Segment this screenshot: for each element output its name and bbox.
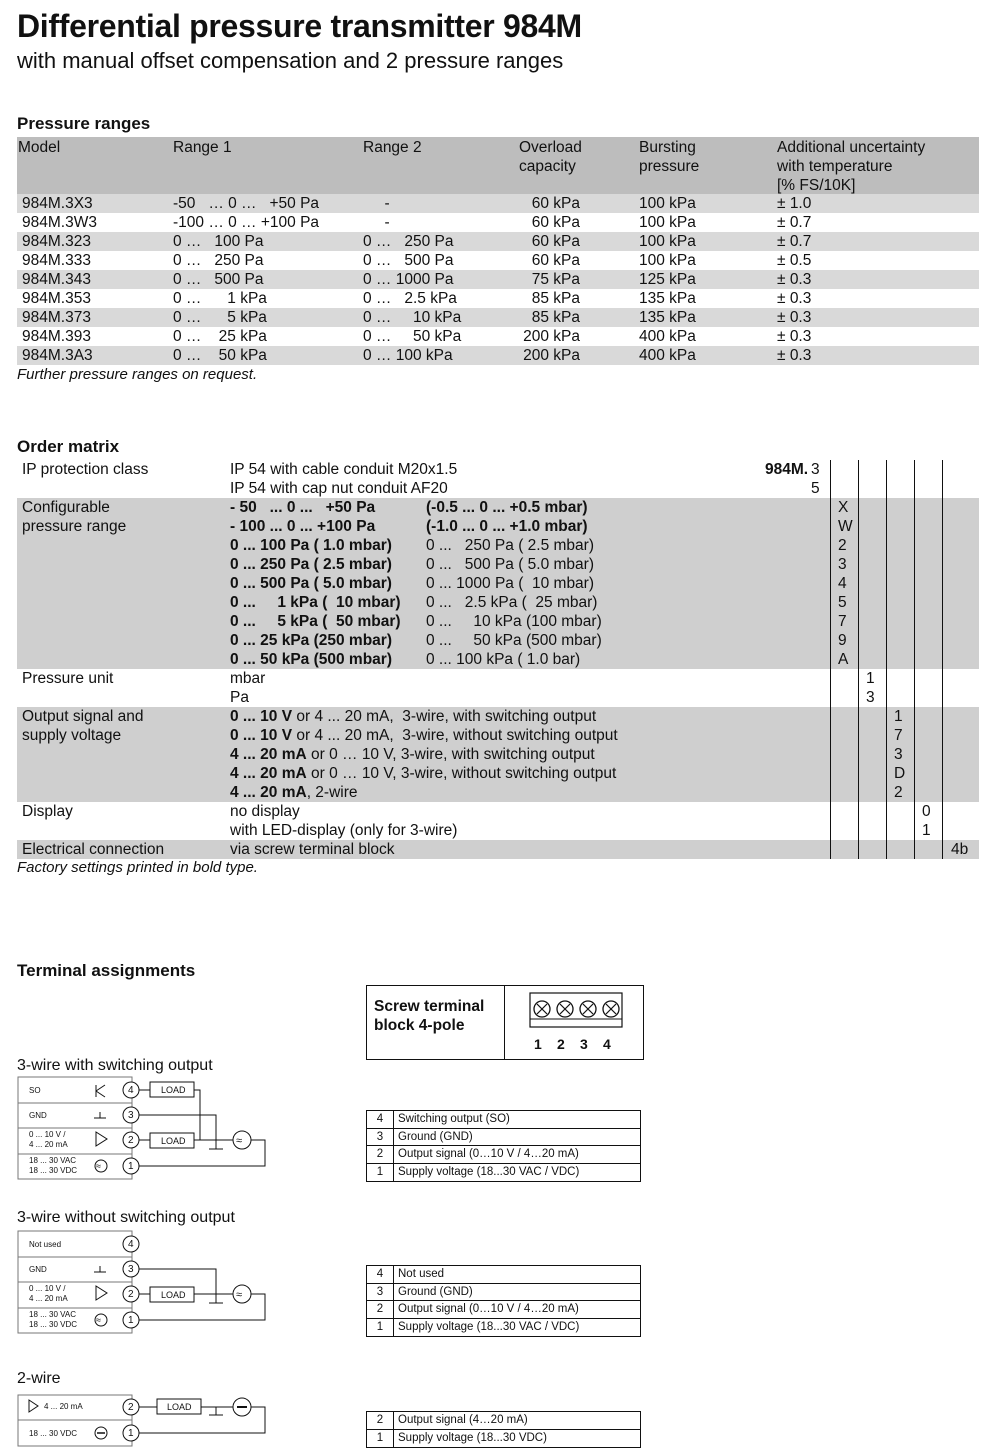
cell-range1: 0 … 5 kPa <box>173 309 267 326</box>
pressure-ranges-table <box>17 137 979 365</box>
om-row-disp2 <box>17 821 979 840</box>
pin-number: 4 <box>367 1266 394 1283</box>
om-row-output <box>17 726 979 745</box>
output-code: 1 <box>894 708 903 725</box>
cell-overload: 60 kPa <box>531 195 580 212</box>
cell-uncertainty: ± 0.7 <box>777 233 812 250</box>
om-output-group <box>17 707 979 802</box>
cell-uncertainty: ± 1.0 <box>777 195 812 212</box>
om-row-config <box>17 631 979 650</box>
table-row <box>17 270 979 289</box>
display-code-1: 0 <box>922 803 931 820</box>
code-ip-2: 5 <box>811 480 820 497</box>
cell-uncertainty: ± 0.3 <box>777 328 812 345</box>
table-row <box>367 1164 640 1182</box>
section-2wire-title: 2-wire <box>17 1370 61 1387</box>
om-row-disp1 <box>17 802 979 821</box>
display-code-2: 1 <box>922 822 931 839</box>
config-code: 9 <box>838 632 847 649</box>
table-row <box>17 327 979 346</box>
cell-overload: 60 kPa <box>531 233 580 250</box>
config-code: A <box>838 651 849 668</box>
pin-description: Switching output (SO) <box>398 1113 510 1125</box>
cell-range2: 0 … 100 kPa <box>363 347 453 364</box>
matrix-divider <box>886 460 887 859</box>
svg-text:1: 1 <box>128 1161 134 1172</box>
cell-range2: 0 … 250 Pa <box>363 233 454 250</box>
cell-overload: 85 kPa <box>531 290 580 307</box>
svg-text:4: 4 <box>128 1239 134 1250</box>
output-option: 4 ... 20 mA, 2-wire <box>230 784 358 801</box>
unit-label: Pressure unit <box>22 670 114 687</box>
display-option-1: no display <box>230 803 300 820</box>
matrix-divider <box>914 460 915 859</box>
table-row <box>17 308 979 327</box>
label-so: SO <box>29 1086 41 1095</box>
label-vac: 18 ... 30 VAC <box>29 1156 76 1165</box>
col-model: Model <box>18 139 61 156</box>
cell-model: 984M.3A3 <box>22 347 93 364</box>
om-row-output <box>17 707 979 726</box>
col-uncertainty: Additional uncertainty with temperature [% FS/10K] <box>777 139 926 194</box>
cell-model: 984M.333 <box>22 252 91 269</box>
section-3wire-noswitch-title: 3-wire without switching output <box>17 1209 235 1226</box>
table-row <box>367 1111 640 1129</box>
config-range-a: 0 ... 250 Pa ( 2.5 mbar) <box>230 556 392 573</box>
load-label: LOAD <box>161 1136 186 1146</box>
output-code: 7 <box>894 727 903 744</box>
cell-range1: 0 … 250 Pa <box>173 252 264 269</box>
label-gnd: GND <box>29 1265 47 1274</box>
table-row <box>17 251 979 270</box>
om-row-config <box>17 517 979 536</box>
order-matrix-note: Factory settings printed in bold type. <box>17 859 258 876</box>
svg-text:3: 3 <box>128 1110 134 1121</box>
config-range-a: - 100 ... 0 ... +100 Pa <box>230 518 376 535</box>
om-row-ip1 <box>17 460 979 479</box>
pin-number: 2 <box>367 1146 394 1163</box>
cell-overload: 85 kPa <box>531 309 580 326</box>
config-range-a: 0 ... 50 kPa (500 mbar) <box>230 651 392 668</box>
load-label: LOAD <box>167 1402 192 1412</box>
col-range1: Range 1 <box>173 139 232 156</box>
elec-option: via screw terminal block <box>230 841 395 858</box>
config-label: pressure range <box>22 518 127 535</box>
config-range-b: (-0.5 ... 0 ... +0.5 mbar) <box>426 499 588 516</box>
svg-text:≈: ≈ <box>96 1161 101 1171</box>
pin-number: 1 <box>367 1164 394 1182</box>
pin-number: 2 <box>367 1412 394 1429</box>
cell-uncertainty: ± 0.3 <box>777 290 812 307</box>
cell-model: 984M.373 <box>22 309 91 326</box>
cell-bursting: 135 kPa <box>639 290 696 307</box>
cell-range1: 0 … 1 kPa <box>173 290 267 307</box>
pin-number: 1 <box>367 1430 394 1448</box>
config-range-a: - 50 ... 0 ... +50 Pa <box>230 499 376 516</box>
cell-bursting: 135 kPa <box>639 309 696 326</box>
table-row <box>367 1319 640 1337</box>
display-label: Display <box>22 803 73 820</box>
table-row <box>367 1412 640 1430</box>
output-option: 4 ... 20 mA or 0 … 10 V, 3-wire, without switching output <box>230 765 617 782</box>
cell-uncertainty: ± 0.7 <box>777 214 812 231</box>
config-code: 3 <box>838 556 847 573</box>
terminal-block-icon <box>529 992 625 1030</box>
config-range-a: 0 ... 500 Pa ( 5.0 mbar) <box>230 575 392 592</box>
table-row <box>367 1266 640 1284</box>
svg-text:1: 1 <box>128 1428 134 1439</box>
label-gnd: GND <box>29 1111 47 1120</box>
pin-description: Not used <box>398 1268 445 1280</box>
config-range-b: 0 ... 500 Pa ( 5.0 mbar) <box>426 556 594 573</box>
table-row <box>17 289 979 308</box>
pin-description: Supply voltage (18...30 VDC) <box>398 1431 547 1444</box>
om-row-output <box>17 745 979 764</box>
config-code: W <box>838 518 853 535</box>
config-code: 2 <box>838 537 847 554</box>
pin-number: 1 <box>367 1319 394 1337</box>
om-row-ip2 <box>17 479 979 498</box>
config-range-a: 0 ... 1 kPa ( 10 mbar) <box>230 594 401 611</box>
label-v10: 0 ... 10 V / <box>29 1284 66 1293</box>
svg-text:2: 2 <box>128 1402 134 1413</box>
table-row <box>17 232 979 251</box>
pin-description: Supply voltage (18...30 VAC / VDC) <box>398 1165 580 1178</box>
page-subtitle: with manual offset compensation and 2 pressure ranges <box>17 48 564 73</box>
cell-overload: 60 kPa <box>531 252 580 269</box>
cell-overload: 75 kPa <box>531 271 580 288</box>
label-ma: 4 ... 20 mA <box>29 1140 68 1149</box>
table-row <box>367 1284 640 1302</box>
terminal-num: 1 <box>534 1036 542 1052</box>
output-label: Output signal and <box>22 708 144 725</box>
output-option: 4 ... 20 mA or 0 … 10 V, 3-wire, with switching output <box>230 746 595 763</box>
code-ip-1: 3 <box>811 461 820 478</box>
page-title: Differential pressure transmitter 984M <box>17 8 582 44</box>
om-row-config <box>17 593 979 612</box>
unit-option-1: mbar <box>230 670 266 687</box>
cell-overload: 200 kPa <box>523 328 580 345</box>
config-range-a: 0 ... 25 kPa (250 mbar) <box>230 632 392 649</box>
screw-terminal-block <box>366 985 644 1060</box>
code-prefix: 984M. <box>765 461 809 478</box>
matrix-divider <box>858 460 859 859</box>
cell-bursting: 400 kPa <box>639 347 696 364</box>
output-code: 3 <box>894 746 903 763</box>
svg-text:4: 4 <box>128 1085 134 1096</box>
om-row-config <box>17 555 979 574</box>
om-row-output <box>17 783 979 802</box>
pin-number: 3 <box>367 1129 394 1146</box>
cell-model: 984M.3W3 <box>22 214 97 231</box>
cell-uncertainty: ± 0.5 <box>777 252 812 269</box>
cell-range2: 0 … 10 kPa <box>363 309 462 326</box>
unit-option-2: Pa <box>230 689 249 706</box>
display-option-2: with LED-display (only for 3-wire) <box>230 822 458 839</box>
load-label: LOAD <box>161 1085 186 1095</box>
output-option: 0 ... 10 V or 4 ... 20 mA, 3-wire, with switching output <box>230 708 597 725</box>
cell-range1: -50 … 0 … +50 Pa <box>173 195 320 212</box>
output-code: D <box>894 765 906 782</box>
cell-model: 984M.3X3 <box>22 195 93 212</box>
cell-bursting: 100 kPa <box>639 252 696 269</box>
ip-label: IP protection class <box>22 461 149 478</box>
label-vac: 18 ... 30 VAC <box>29 1310 76 1319</box>
unit-code-2: 3 <box>866 689 875 706</box>
cell-range2: - <box>363 195 390 212</box>
cell-bursting: 400 kPa <box>639 328 696 345</box>
pressure-ranges-note: Further pressure ranges on request. <box>17 366 258 383</box>
pin-number: 3 <box>367 1284 394 1301</box>
pin-description: Supply voltage (18...30 VAC / VDC) <box>398 1320 580 1333</box>
elec-label: Electrical connection <box>22 841 165 858</box>
output-code: 2 <box>894 784 903 801</box>
svg-text:≈: ≈ <box>236 1289 243 1301</box>
cell-bursting: 100 kPa <box>639 195 696 212</box>
pin-description: Ground (GND) <box>398 1285 473 1298</box>
om-row-unit2 <box>17 688 979 707</box>
cell-range2: 0 … 50 kPa <box>363 328 462 345</box>
config-range-b: 0 ... 2.5 kPa ( 25 mbar) <box>426 594 598 611</box>
label-v10: 0 ... 10 V / <box>29 1130 66 1139</box>
config-label: Configurable <box>22 499 110 516</box>
order-matrix-heading: Order matrix <box>17 437 120 456</box>
pin-number: 4 <box>367 1111 394 1128</box>
config-code: 4 <box>838 575 847 592</box>
config-range-b: 0 ... 1000 Pa ( 10 mbar) <box>426 575 595 592</box>
pin-number: 2 <box>367 1301 394 1318</box>
cell-range2: 0 … 1000 Pa <box>363 271 454 288</box>
config-range-b: (-1.0 ... 0 ... +1.0 mbar) <box>426 518 588 535</box>
terminal-table-1 <box>366 1110 641 1182</box>
table-row <box>367 1129 640 1147</box>
table-row <box>17 346 979 365</box>
om-row-elec <box>17 840 979 859</box>
cell-range1: 0 … 50 kPa <box>173 347 267 364</box>
order-matrix-table <box>17 460 979 859</box>
terminal-num: 3 <box>580 1036 588 1052</box>
config-range-b: 0 ... 50 kPa (500 mbar) <box>426 632 602 649</box>
om-row-config <box>17 612 979 631</box>
config-range-b: 0 ... 100 kPa ( 1.0 bar) <box>426 651 581 668</box>
cell-range1: 0 … 500 Pa <box>173 271 264 288</box>
load-label: LOAD <box>161 1290 186 1300</box>
config-range-b: 0 ... 10 kPa (100 mbar) <box>426 613 602 630</box>
output-option: 0 ... 10 V or 4 ... 20 mA, 3-wire, without switching output <box>230 727 618 744</box>
terminal-heading: Terminal assignments <box>17 961 196 980</box>
svg-text:1: 1 <box>128 1315 134 1326</box>
cell-range1: 0 … 25 kPa <box>173 328 267 345</box>
cell-range1: 0 … 100 Pa <box>173 233 264 250</box>
terminal-table-2 <box>366 1265 641 1337</box>
label-vdc: 18 ... 30 VDC <box>29 1429 78 1438</box>
wiring-diagram-3 <box>17 1394 267 1448</box>
label-not-used: Not used <box>29 1240 62 1249</box>
label-vdc: 18 ... 30 VDC <box>29 1166 78 1175</box>
ip-option-2: IP 54 with cap nut conduit AF20 <box>230 480 448 497</box>
terminal-numbers <box>534 1036 626 1052</box>
table-row <box>17 213 979 232</box>
table-body <box>17 194 979 365</box>
cell-model: 984M.343 <box>22 271 91 288</box>
pin-description: Ground (GND) <box>398 1130 473 1143</box>
table-row <box>367 1146 640 1164</box>
terminal-table-3 <box>366 1411 641 1448</box>
output-label: supply voltage <box>22 727 122 744</box>
matrix-divider <box>830 460 831 859</box>
col-range2: Range 2 <box>363 139 422 156</box>
label-ma: 4 ... 20 mA <box>44 1402 83 1411</box>
cell-model: 984M.323 <box>22 233 91 250</box>
svg-text:≈: ≈ <box>96 1315 101 1325</box>
matrix-divider <box>942 460 943 859</box>
cell-uncertainty: ± 0.3 <box>777 347 812 364</box>
terminal-num: 2 <box>557 1036 565 1052</box>
terminal-num: 4 <box>603 1036 611 1052</box>
cell-range1: -100 … 0 … +100 Pa <box>173 214 320 231</box>
om-row-config <box>17 498 979 517</box>
cell-range2: 0 … 2.5 kPa <box>363 290 457 307</box>
config-code: 7 <box>838 613 847 630</box>
unit-code-1: 1 <box>866 670 875 687</box>
cell-uncertainty: ± 0.3 <box>777 271 812 288</box>
svg-text:2: 2 <box>128 1289 134 1300</box>
svg-text:3: 3 <box>128 1264 134 1275</box>
config-range-a: 0 ... 5 kPa ( 50 mbar) <box>230 613 401 630</box>
om-config-group <box>17 498 979 669</box>
om-row-config <box>17 536 979 555</box>
cell-range2: - <box>363 214 390 231</box>
cell-uncertainty: ± 0.3 <box>777 309 812 326</box>
section-3wire-switch-title: 3-wire with switching output <box>17 1057 213 1074</box>
pin-description: Output signal (0…10 V / 4…20 mA) <box>398 1148 579 1160</box>
elec-code: 4b <box>951 841 969 858</box>
table-row <box>367 1301 640 1319</box>
col-overload: Overload capacity <box>519 139 582 175</box>
om-row-output <box>17 764 979 783</box>
label-vdc: 18 ... 30 VDC <box>29 1320 78 1329</box>
table-header <box>17 137 979 194</box>
cell-overload: 200 kPa <box>523 347 580 364</box>
wiring-diagram-2 <box>17 1230 267 1336</box>
om-row-unit1 <box>17 669 979 688</box>
cell-range2: 0 … 500 Pa <box>363 252 454 269</box>
config-range-b: 0 ... 250 Pa ( 2.5 mbar) <box>426 537 594 554</box>
pin-description: Output signal (4…20 mA) <box>398 1414 528 1426</box>
svg-text:2: 2 <box>128 1135 134 1146</box>
svg-text:≈: ≈ <box>236 1135 243 1147</box>
config-code: X <box>838 499 849 516</box>
ip-option-1: IP 54 with cable conduit M20x1.5 <box>230 461 458 478</box>
cell-model: 984M.393 <box>22 328 91 345</box>
label-ma: 4 ... 20 mA <box>29 1294 68 1303</box>
config-code: 5 <box>838 594 847 611</box>
cell-model: 984M.353 <box>22 290 91 307</box>
cell-overload: 60 kPa <box>531 214 580 231</box>
cell-bursting: 100 kPa <box>639 233 696 250</box>
config-range-a: 0 ... 100 Pa ( 1.0 mbar) <box>230 537 392 554</box>
pressure-ranges-heading: Pressure ranges <box>17 114 151 133</box>
col-bursting: Bursting pressure <box>639 139 700 175</box>
wiring-diagram-1 <box>17 1076 267 1182</box>
table-row <box>17 194 979 213</box>
table-row <box>367 1430 640 1448</box>
cell-bursting: 100 kPa <box>639 214 696 231</box>
cell-bursting: 125 kPa <box>639 271 696 288</box>
om-row-config <box>17 650 979 669</box>
screw-terminal-title: Screw terminal block 4-pole <box>367 986 505 1059</box>
pin-description: Output signal (0…10 V / 4…20 mA) <box>398 1303 579 1315</box>
om-row-config <box>17 574 979 593</box>
